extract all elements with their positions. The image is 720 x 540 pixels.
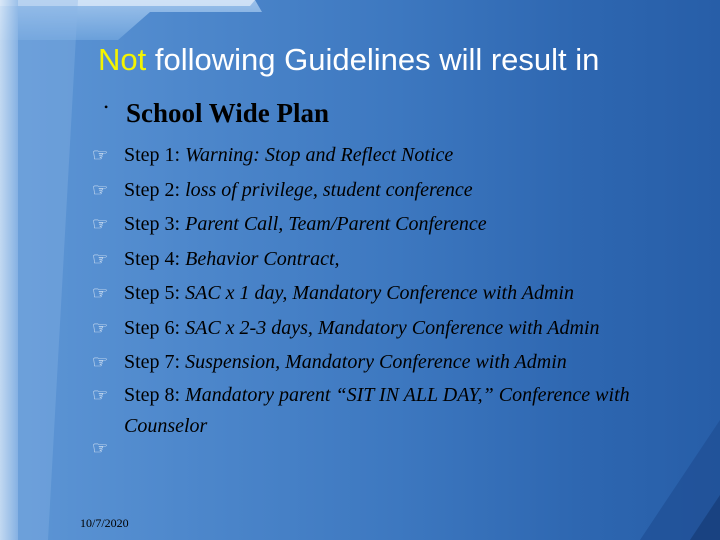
left-vertical-bar: [0, 0, 18, 540]
step-label: Step 6:: [124, 316, 186, 339]
hand-pointer-icon: ☞: [92, 145, 109, 165]
hand-pointer-icon: ☞: [92, 352, 109, 372]
hand-pointer-icon: ☞: [92, 384, 109, 405]
subheading: School Wide Plan: [126, 98, 330, 128]
step-desc: Behavior Contract,: [185, 247, 340, 270]
step-desc: SAC x 2-3 days, Mandatory Conference with Admin: [185, 316, 600, 339]
step-desc: Warning: Stop and Reflect Notice: [185, 144, 454, 166]
hand-pointer-icon: ☞: [92, 214, 109, 234]
step-desc: Suspension, Mandatory Conference with Admin: [185, 351, 567, 373]
step-desc: SAC x 1 day, Mandatory Conference with Admin: [185, 282, 574, 304]
step-label: Step 1:: [124, 144, 186, 166]
hand-pointer-icon: ☞: [92, 438, 109, 458]
hand-pointer-icon: ☞: [92, 283, 109, 303]
step-label: Step 2:: [124, 178, 186, 201]
hand-pointer-icon: ☞: [92, 317, 109, 338]
list-item: [92, 345, 712, 380]
list-item: [92, 173, 712, 208]
title-accent-word: Not: [98, 42, 147, 77]
step-label: Step 4:: [124, 247, 186, 270]
step-label: Step 3:: [124, 213, 186, 235]
step-label: Step 7:: [124, 351, 186, 373]
left-diagonal-wedge: [18, 0, 78, 540]
title-rest: following Guidelines will result in: [146, 42, 600, 77]
list-item: [92, 207, 712, 242]
step-desc: Mandatory parent “SIT IN ALL DAY,” Conference with Counselor: [124, 383, 630, 437]
steps-list: [92, 138, 712, 442]
hand-pointer-icon: ☞: [92, 248, 109, 269]
step-label: Step 8:: [124, 383, 186, 406]
list-item: [92, 311, 712, 346]
hand-pointer-icon: ☞: [92, 179, 109, 200]
slide-title: [98, 40, 599, 80]
list-item: [92, 380, 712, 442]
slide-date: 10/7/2020: [80, 516, 129, 530]
list-item: [92, 242, 712, 277]
step-desc: Parent Call, Team/Parent Conference: [185, 213, 487, 235]
subheading-bullet: •: [104, 100, 109, 114]
list-item: [92, 276, 712, 311]
list-item: [92, 138, 712, 173]
step-desc: loss of privilege, student conference: [185, 178, 473, 201]
step-label: Step 5:: [124, 282, 186, 304]
